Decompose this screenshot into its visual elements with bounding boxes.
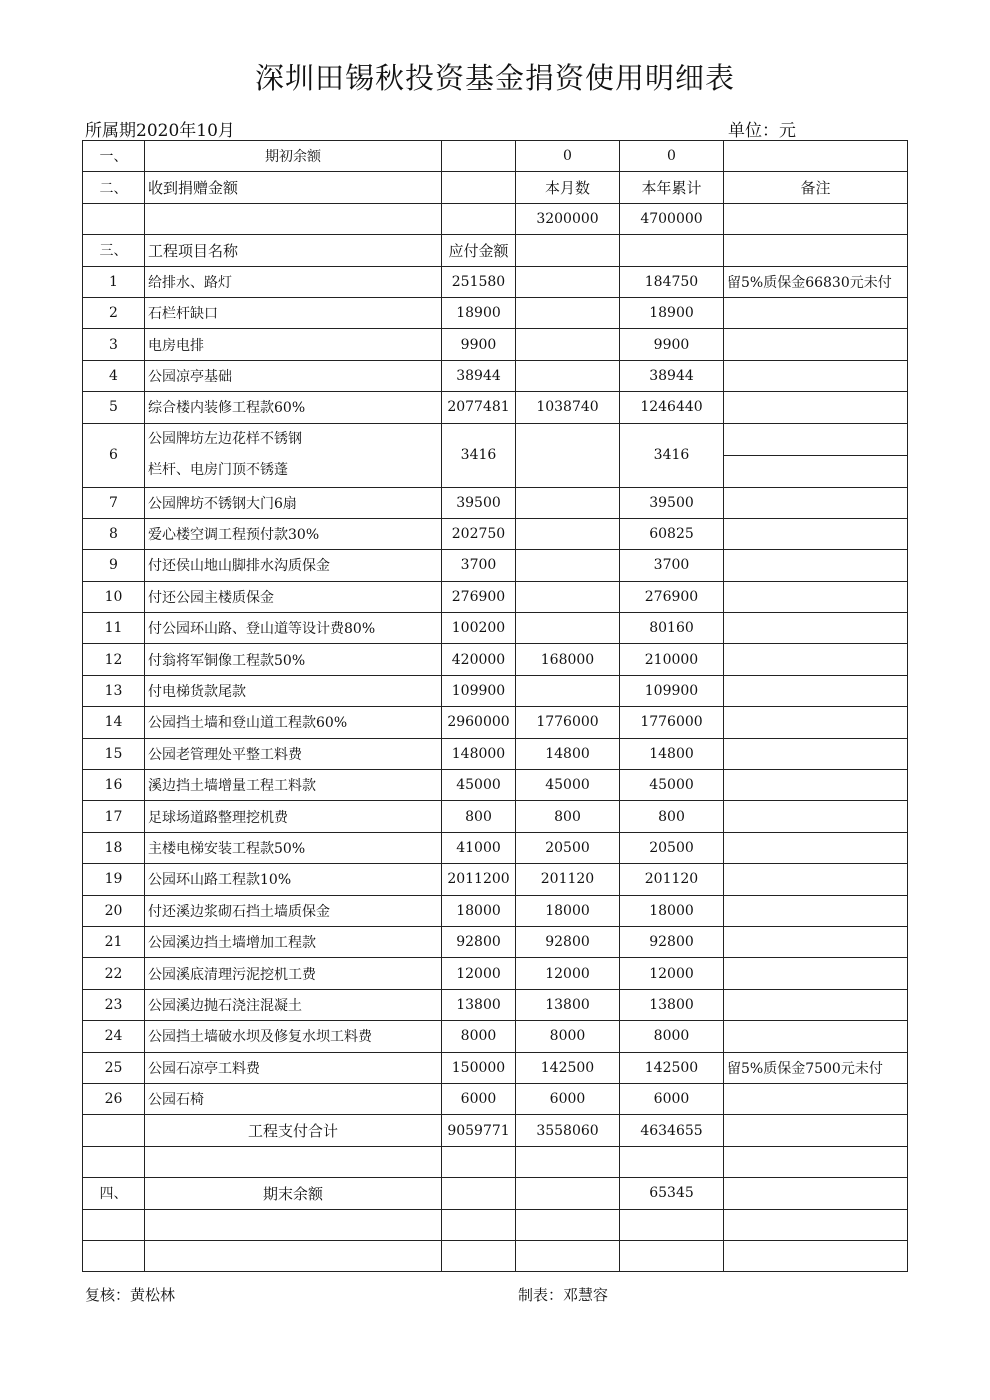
table-row — [83, 770, 908, 801]
row-projects-header — [83, 235, 908, 266]
item-payable: 6000 — [442, 1083, 516, 1114]
total-year: 4634655 — [620, 1115, 724, 1146]
item-name: 爱心楼空调工程预付款30% — [145, 518, 442, 549]
item-month — [516, 581, 620, 612]
item-payable: 109900 — [442, 675, 516, 706]
item-note — [724, 613, 908, 644]
item-month — [516, 297, 620, 328]
item-note — [724, 1083, 908, 1114]
row-closing-balance — [83, 1178, 908, 1209]
item-year: 201120 — [620, 864, 724, 895]
item-name-line-1: 公园牌坊左边花样不锈钢 — [148, 431, 302, 448]
item-number: 8 — [83, 518, 145, 549]
item-note-bottom — [724, 456, 907, 487]
item-year: 13800 — [620, 989, 724, 1020]
item-name: 公园溪边挡土墙增加工程款 — [145, 926, 442, 957]
item-payable: 92800 — [442, 926, 516, 957]
item-year: 210000 — [620, 644, 724, 675]
item-year: 1246440 — [620, 392, 724, 423]
item-name: 公园环山路工程款10% — [145, 864, 442, 895]
table-row — [83, 266, 908, 297]
total-label: 工程支付合计 — [145, 1115, 442, 1146]
item-name: 付电梯货款尾款 — [145, 675, 442, 706]
closing-balance-label: 期末余额 — [145, 1178, 442, 1209]
col-header-month: 本月数 — [516, 172, 620, 203]
item-number: 19 — [83, 864, 145, 895]
item-month — [516, 487, 620, 518]
item-note — [724, 297, 908, 328]
item-month: 1776000 — [516, 707, 620, 738]
item-name: 付公园环山路、登山道等设计费80% — [145, 613, 442, 644]
item-payable: 150000 — [442, 1052, 516, 1083]
item-payable: 420000 — [442, 644, 516, 675]
empty-row — [83, 1209, 908, 1240]
item-year: 8000 — [620, 1021, 724, 1052]
item-payable: 38944 — [442, 360, 516, 391]
row-donations-values — [83, 203, 908, 234]
page-title: 深圳田锡秋投资基金捐资使用明细表 — [254, 61, 735, 95]
item-note — [724, 989, 908, 1020]
section-index: 三、 — [83, 235, 145, 266]
donations-label: 收到捐赠金额 — [145, 172, 442, 203]
item-payable: 276900 — [442, 581, 516, 612]
table-row — [83, 864, 908, 895]
item-year: 6000 — [620, 1083, 724, 1114]
item-payable: 2960000 — [442, 707, 516, 738]
item-number: 12 — [83, 644, 145, 675]
item-note — [724, 423, 908, 487]
item-payable: 45000 — [442, 770, 516, 801]
table-row — [83, 360, 908, 391]
item-number: 25 — [83, 1052, 145, 1083]
table-row — [83, 550, 908, 581]
item-number: 22 — [83, 958, 145, 989]
item-payable: 100200 — [442, 613, 516, 644]
section-index: 二、 — [83, 172, 145, 203]
item-number: 21 — [83, 926, 145, 957]
item-payable: 9900 — [442, 329, 516, 360]
table-row — [83, 644, 908, 675]
item-note — [724, 581, 908, 612]
opening-balance-label: 期初余额 — [145, 141, 442, 172]
item-number: 20 — [83, 895, 145, 926]
empty-row — [83, 1146, 908, 1177]
col-header-note: 备注 — [724, 172, 908, 203]
item-payable: 2011200 — [442, 864, 516, 895]
item-number: 10 — [83, 581, 145, 612]
item-note — [724, 926, 908, 957]
item-name: 石栏杆缺口 — [145, 297, 442, 328]
item-number: 1 — [83, 266, 145, 297]
item-payable: 12000 — [442, 958, 516, 989]
item-name: 公园挡土墙和登山道工程款60% — [145, 707, 442, 738]
table-row — [83, 707, 908, 738]
table-row — [83, 297, 908, 328]
item-note — [724, 707, 908, 738]
item-note — [724, 958, 908, 989]
item-name: 公园挡土墙破水坝及修复水坝工料费 — [145, 1021, 442, 1052]
table-row — [83, 832, 908, 863]
item-year: 184750 — [620, 266, 724, 297]
item-payable: 18900 — [442, 297, 516, 328]
table-row — [83, 392, 908, 423]
table-row — [83, 1021, 908, 1052]
item-number: 15 — [83, 738, 145, 769]
item-month: 142500 — [516, 1052, 620, 1083]
item-note — [724, 518, 908, 549]
item-year: 60825 — [620, 518, 724, 549]
item-month: 18000 — [516, 895, 620, 926]
item-number: 7 — [83, 487, 145, 518]
item-note — [724, 1021, 908, 1052]
item-year: 92800 — [620, 926, 724, 957]
item-year: 3700 — [620, 550, 724, 581]
table-row — [83, 958, 908, 989]
item-year: 14800 — [620, 738, 724, 769]
item-name: 足球场道路整理挖机费 — [145, 801, 442, 832]
opening-year-value: 0 — [620, 141, 724, 172]
item-number: 13 — [83, 675, 145, 706]
item-note — [724, 738, 908, 769]
item-number: 23 — [83, 989, 145, 1020]
item-number: 6 — [83, 423, 145, 487]
total-payable: 9059771 — [442, 1115, 516, 1146]
item-month — [516, 329, 620, 360]
item-year: 3416 — [620, 423, 724, 487]
item-name: 电房电排 — [145, 329, 442, 360]
item-year: 20500 — [620, 832, 724, 863]
item-note — [724, 392, 908, 423]
item-note: 留5%质保金66830元未付 — [724, 266, 908, 297]
item-name: 公园牌坊不锈钢大门6扇 — [145, 487, 442, 518]
item-note — [724, 770, 908, 801]
item-year: 142500 — [620, 1052, 724, 1083]
item-name-line-2: 栏杆、电房门顶不锈蓬 — [148, 462, 288, 479]
item-number: 26 — [83, 1083, 145, 1114]
item-name: 综合楼内装修工程款60% — [145, 392, 442, 423]
table-row — [83, 487, 908, 518]
item-month: 168000 — [516, 644, 620, 675]
item-year: 109900 — [620, 675, 724, 706]
item-month: 12000 — [516, 958, 620, 989]
row-total — [83, 1115, 908, 1146]
table-row — [83, 895, 908, 926]
item-note — [724, 832, 908, 863]
item-payable: 41000 — [442, 832, 516, 863]
table-row — [83, 1052, 908, 1083]
table-row — [83, 581, 908, 612]
item-note — [724, 644, 908, 675]
item-number: 16 — [83, 770, 145, 801]
item-number: 18 — [83, 832, 145, 863]
item-payable: 13800 — [442, 989, 516, 1020]
closing-year-value: 65345 — [620, 1178, 724, 1209]
item-month: 20500 — [516, 832, 620, 863]
item-payable: 251580 — [442, 266, 516, 297]
item-note-top — [724, 424, 907, 456]
item-payable: 39500 — [442, 487, 516, 518]
table-row — [83, 613, 908, 644]
col-header-year: 本年累计 — [620, 172, 724, 203]
item-month: 800 — [516, 801, 620, 832]
projects-label: 工程项目名称 — [145, 235, 442, 266]
item-month: 13800 — [516, 989, 620, 1020]
item-note — [724, 801, 908, 832]
table-row — [83, 675, 908, 706]
item-note — [724, 487, 908, 518]
item-name: 付翁将军铜像工程款50% — [145, 644, 442, 675]
item-payable: 2077481 — [442, 392, 516, 423]
total-month: 3558060 — [516, 1115, 620, 1146]
item-name: 公园石椅 — [145, 1083, 442, 1114]
item-payable: 8000 — [442, 1021, 516, 1052]
item-note — [724, 895, 908, 926]
item-name: 公园溪边抛石浇注混凝土 — [145, 989, 442, 1020]
row-opening-balance — [83, 141, 908, 172]
item-year: 39500 — [620, 487, 724, 518]
item-year: 80160 — [620, 613, 724, 644]
item-month — [516, 518, 620, 549]
reviewer-label: 复核：黄松林 — [85, 1286, 176, 1304]
item-month — [516, 360, 620, 391]
item-name: 付还溪边浆砌石挡土墙质保金 — [145, 895, 442, 926]
item-year: 18000 — [620, 895, 724, 926]
item-number: 9 — [83, 550, 145, 581]
item-month: 14800 — [516, 738, 620, 769]
col-header-payable: 应付金额 — [442, 235, 516, 266]
table-row — [83, 738, 908, 769]
table-row — [83, 801, 908, 832]
item-year: 18900 — [620, 297, 724, 328]
item-month — [516, 675, 620, 706]
item-month — [516, 550, 620, 581]
item-name: 付还公园主楼质保金 — [145, 581, 442, 612]
item-month: 45000 — [516, 770, 620, 801]
item-payable: 202750 — [442, 518, 516, 549]
item-number: 5 — [83, 392, 145, 423]
item-year: 12000 — [620, 958, 724, 989]
table-row — [83, 518, 908, 549]
item-note — [724, 864, 908, 895]
item-month — [516, 266, 620, 297]
donations-year-value: 4700000 — [620, 203, 724, 234]
item-payable: 148000 — [442, 738, 516, 769]
item-number: 3 — [83, 329, 145, 360]
item-year: 45000 — [620, 770, 724, 801]
preparer-label: 制表：邓慧容 — [518, 1286, 609, 1304]
unit-label: 单位：元 — [728, 121, 796, 141]
donations-month-value: 3200000 — [516, 203, 620, 234]
item-year: 9900 — [620, 329, 724, 360]
item-number: 4 — [83, 360, 145, 391]
item-month: 6000 — [516, 1083, 620, 1114]
item-note — [724, 360, 908, 391]
item-year: 276900 — [620, 581, 724, 612]
item-name: 公园老管理处平整工料费 — [145, 738, 442, 769]
table-row — [83, 423, 908, 487]
item-name: 公园石凉亭工料费 — [145, 1052, 442, 1083]
item-name — [145, 423, 442, 487]
table-row — [83, 1083, 908, 1114]
item-number: 24 — [83, 1021, 145, 1052]
item-number: 17 — [83, 801, 145, 832]
item-year: 38944 — [620, 360, 724, 391]
item-number: 14 — [83, 707, 145, 738]
item-payable: 3416 — [442, 423, 516, 487]
item-note — [724, 550, 908, 581]
section-index: 一、 — [83, 141, 145, 172]
empty-row — [83, 1240, 908, 1271]
item-note — [724, 329, 908, 360]
item-note — [724, 675, 908, 706]
item-name: 主楼电梯安装工程款50% — [145, 832, 442, 863]
item-month: 8000 — [516, 1021, 620, 1052]
item-payable: 800 — [442, 801, 516, 832]
item-number: 11 — [83, 613, 145, 644]
detail-table — [82, 140, 908, 1272]
row-donations-header — [83, 172, 908, 203]
table-row — [83, 329, 908, 360]
item-number: 2 — [83, 297, 145, 328]
section-index: 四、 — [83, 1178, 145, 1209]
item-payable: 18000 — [442, 895, 516, 926]
item-year: 1776000 — [620, 707, 724, 738]
item-year: 800 — [620, 801, 724, 832]
table-row — [83, 989, 908, 1020]
item-month: 201120 — [516, 864, 620, 895]
item-note: 留5%质保金7500元未付 — [724, 1052, 908, 1083]
opening-month-value: 0 — [516, 141, 620, 172]
item-month — [516, 423, 620, 487]
item-name: 付还侯山地山脚排水沟质保金 — [145, 550, 442, 581]
item-month: 1038740 — [516, 392, 620, 423]
item-name: 公园溪底清理污泥挖机工费 — [145, 958, 442, 989]
item-name: 溪边挡土墙增量工程工料款 — [145, 770, 442, 801]
item-payable: 3700 — [442, 550, 516, 581]
item-name: 公园凉亭基础 — [145, 360, 442, 391]
item-month — [516, 613, 620, 644]
item-name: 给排水、路灯 — [145, 266, 442, 297]
table-row — [83, 926, 908, 957]
period-label: 所属期2020年10月 — [85, 121, 235, 141]
item-month: 92800 — [516, 926, 620, 957]
